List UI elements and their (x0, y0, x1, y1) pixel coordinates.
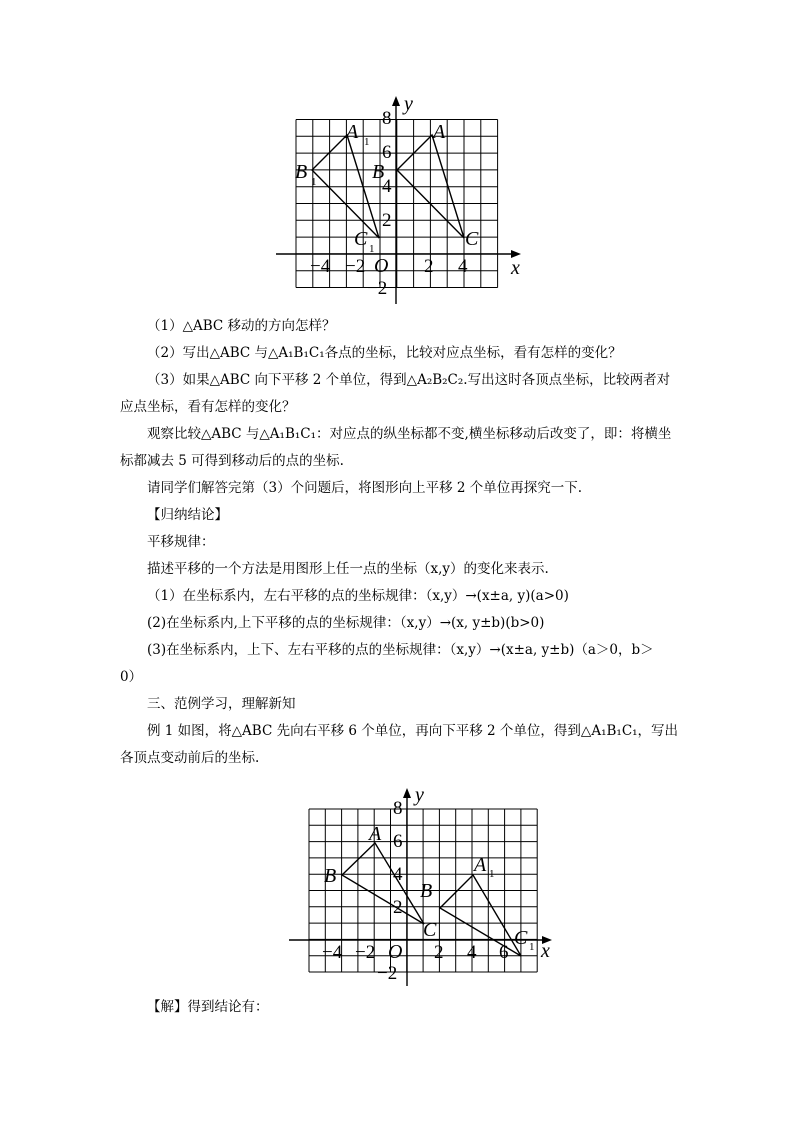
fig2-x-tick-4: 4 (467, 942, 477, 963)
point-label-b1-sub: 1 (311, 176, 317, 188)
y-tick-8: 8 (382, 108, 392, 129)
example-1-line-2: 各顶点变动前后的坐标. (120, 750, 260, 766)
fig2-point-label-b1: B (420, 880, 433, 902)
section-3-heading: 三、范例学习，理解新知 (147, 696, 296, 712)
solution-heading: 【解】得到结论有： (147, 999, 269, 1015)
rule-3-line-1: (3)在坐标系内，上下、左右平移的点的坐标规律：（x,y）→(x±a, y±b)（a＞0，b＞ (147, 642, 654, 658)
example-1-line-1: 例 1 如图，将△ABC 先向右平移 6 个单位，再向下平移 2 个单位，得到△A₁B₁C₁，写出 (147, 723, 679, 739)
fig2-point-label-c1: C (514, 927, 528, 949)
exploration-prompt: 请同学们解答完第（3）个问题后，将图形向上平移 2 个单位再探究一下. (147, 480, 583, 496)
fig2-x-tick-6: 6 (499, 942, 509, 963)
triangle-a1b1c1-2 (440, 875, 521, 956)
x-tick-neg4: −4 (310, 256, 331, 277)
question-3-line-1: （3）如果△ABC 向下平移 2 个单位，得到△A₂B₂C₂.写出这时各顶点坐标，比较两者对 (147, 372, 671, 388)
fig2-x-tick-neg4: −4 (322, 942, 343, 963)
y-tick-4: 4 (382, 176, 392, 197)
y-axis-arrow-2 (403, 788, 411, 798)
question-1: （1）△ABC 移动的方向怎样？ (147, 318, 336, 334)
y-tick-2: 2 (382, 210, 392, 231)
point-label-b: B (372, 161, 385, 183)
origin-label-1: O (374, 255, 389, 277)
fig2-point-label-b: B (324, 865, 337, 887)
fig2-y-tick-2: 2 (393, 897, 403, 918)
fig2-y-tick-8: 8 (393, 798, 403, 819)
observation-line-2: 标都减去 5 可得到移动后的点的坐标. (120, 453, 344, 469)
fig2-point-label-a1-sub: 1 (489, 868, 495, 880)
figure-1-coordinate-grid (270, 92, 530, 308)
x-tick-neg2: −2 (345, 256, 366, 277)
triangle-abc-2 (342, 843, 424, 924)
y-tick-neg2: −2 (367, 278, 388, 299)
y-axis-arrow-1 (392, 96, 400, 106)
origin-label-2: O (388, 941, 403, 963)
point-label-a1-sub: 1 (364, 136, 370, 148)
x-tick-2: 2 (424, 256, 434, 277)
point-label-c: C (465, 228, 479, 250)
rule-3-line-2: 0） (120, 669, 143, 685)
fig2-x-tick-neg2: −2 (355, 942, 376, 963)
fig2-point-label-a: A (369, 823, 382, 845)
point-label-c1: C (354, 228, 368, 250)
axis-label-x-2: x (541, 940, 550, 962)
axis-label-y-2: y (415, 784, 424, 806)
fig2-point-label-a1: A (474, 854, 487, 876)
fig2-y-tick-4: 4 (393, 864, 403, 885)
fig2-x-tick-2: 2 (434, 942, 444, 963)
point-label-b1: B (295, 161, 308, 183)
fig2-point-label-c1-sub: 1 (529, 941, 535, 953)
point-label-a: A (433, 121, 446, 143)
figure-2-coordinate-grid (282, 782, 562, 988)
summary-heading: 【归纳结论】 (147, 507, 228, 523)
x-tick-4: 4 (458, 256, 468, 277)
question-2: （2）写出△ABC 与△A₁B₁C₁各点的坐标，比较对应点坐标，看有怎样的变化？ (147, 345, 622, 361)
y-tick-6: 6 (382, 142, 392, 163)
fig2-y-tick-6: 6 (393, 831, 403, 852)
question-3-line-2: 应点坐标，看有怎样的变化？ (120, 399, 296, 415)
rule-heading: 平移规律： (147, 534, 215, 550)
fig2-point-label-c: C (423, 919, 437, 941)
point-label-c1-sub: 1 (369, 243, 375, 255)
rule-description: 描述平移的一个方法是用图形上任一点的坐标（x,y）的变化来表示. (147, 561, 549, 577)
point-label-a1: A (346, 121, 359, 143)
rule-2: (2)在坐标系内,上下平移的点的坐标规律：（x,y）→(x, y±b)(b>0) (147, 615, 545, 631)
fig2-y-tick-neg2: −2 (377, 963, 398, 984)
observation-line-1: 观察比较△ABC 与△A₁B₁C₁：对应点的纵坐标都不变,横坐标移动后改变了，即：将横坐 (147, 426, 672, 442)
rule-1: （1）在坐标系内，左右平移的点的坐标规律：（x,y）→(x±a, y)(a>0) (147, 588, 569, 604)
axis-label-x-1: x (511, 257, 520, 279)
axis-label-y-1: y (404, 93, 413, 115)
